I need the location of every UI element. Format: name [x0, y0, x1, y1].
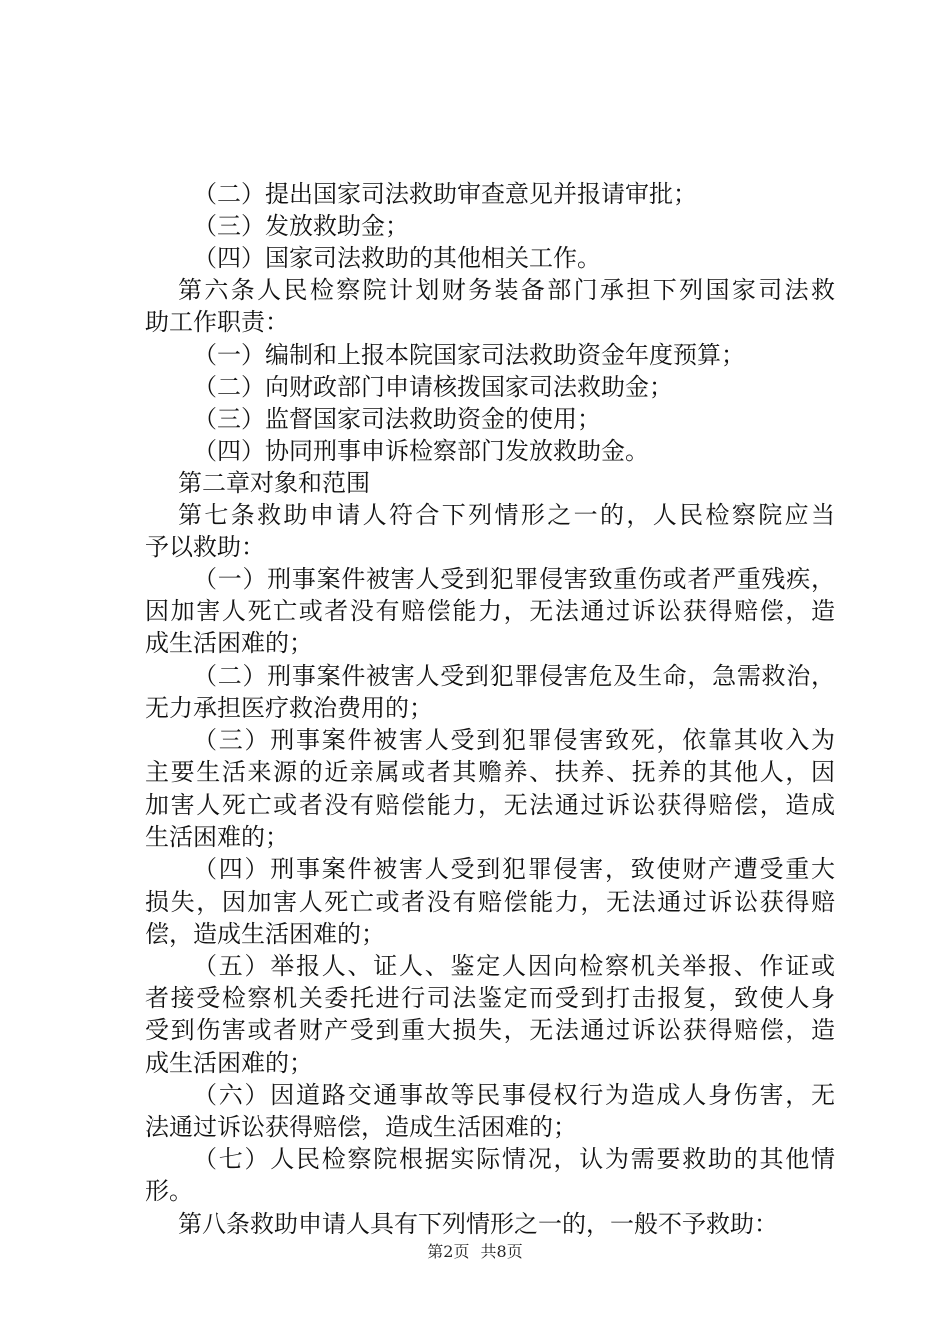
document-line: （四）国家司法救助的其他相关工作。 — [193, 244, 601, 272]
document-line: （一）编制和上报本院国家司法救助资金年度预算； — [193, 341, 745, 369]
document-line: 第七条救助申请人符合下列情形之一的，人民检察院应当 — [178, 501, 835, 529]
document-line: 助工作职责： — [145, 308, 289, 336]
document-line: 法通过诉讼获得赔偿，造成生活困难的； — [145, 1113, 577, 1141]
document-line: 成生活困难的； — [145, 629, 313, 657]
page-total: 共8页 — [480, 1242, 523, 1261]
document-line: （二）向财政部门申请核拨国家司法救助金； — [193, 373, 673, 401]
document-line: （四）协同刑事申诉检察部门发放救助金。 — [193, 437, 649, 465]
document-line: 予以救助： — [145, 533, 265, 561]
document-line: 偿，造成生活困难的； — [145, 920, 385, 948]
document-line: 第六条人民检察院计划财务装备部门承担下列国家司法救 — [178, 276, 835, 304]
document-line: （三）监督国家司法救助资金的使用； — [193, 405, 601, 433]
document-line: 无力承担医疗救治费用的； — [145, 694, 433, 722]
document-line: （四）刑事案件被害人受到犯罪侵害，致使财产遭受重大 — [193, 855, 835, 883]
page-number: 第2页 — [427, 1242, 470, 1261]
document-line: （一）刑事案件被害人受到犯罪侵害致重伤或者严重残疾， — [193, 565, 835, 593]
document-line: 形。 — [145, 1177, 193, 1205]
document-line: （二）提出国家司法救助审查意见并报请审批； — [193, 180, 697, 208]
document-line: （五）举报人、证人、鉴定人因向检察机关举报、作证或 — [193, 952, 835, 980]
document-line: （七）人民检察院根据实际情况，认为需要救助的其他情 — [193, 1145, 835, 1173]
document-line: 成生活困难的； — [145, 1049, 313, 1077]
document-line: 生活困难的； — [145, 823, 289, 851]
document-line: 第八条救助申请人具有下列情形之一的，一般不予救助： — [178, 1210, 778, 1238]
document-line: 受到伤害或者财产受到重大损失，无法通过诉讼获得赔偿，造 — [145, 1016, 835, 1044]
document-line: 者接受检察机关委托进行司法鉴定而受到打击报复，致使人身 — [145, 984, 835, 1012]
document-line: 加害人死亡或者没有赔偿能力，无法通过诉讼获得赔偿，造成 — [145, 791, 835, 819]
document-line: （六）因道路交通事故等民事侵权行为造成人身伤害，无 — [193, 1081, 835, 1109]
page-footer — [0, 1241, 950, 1263]
document-line: （二）刑事案件被害人受到犯罪侵害危及生命，急需救治， — [193, 662, 835, 690]
document-line: （三）刑事案件被害人受到犯罪侵害致死，依靠其收入为 — [193, 726, 835, 754]
document-line: 第二章对象和范围 — [178, 469, 370, 497]
document-line: 因加害人死亡或者没有赔偿能力，无法通过诉讼获得赔偿，造 — [145, 597, 835, 625]
document-line: 主要生活来源的近亲属或者其赡养、扶养、抚养的其他人，因 — [145, 758, 835, 786]
document-line: 损失，因加害人死亡或者没有赔偿能力，无法通过诉讼获得赔 — [145, 888, 835, 916]
document-line: （三）发放救助金； — [193, 212, 409, 240]
